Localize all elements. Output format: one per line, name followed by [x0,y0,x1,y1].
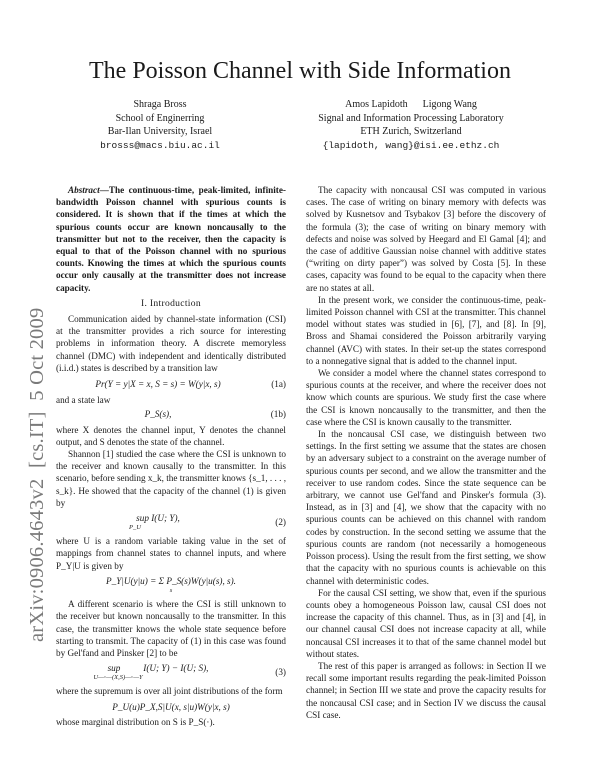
paragraph: Communication aided by channel-state information (CSI) at the transmitter provides a rich source for interesting problems in information theory. A discrete memoryless channel (DMC) with independent and identically distributed (i.i.d.) states is described by a transition law [56,314,286,373]
equation-pyu [56,575,286,595]
equation-subscript: P_U [129,524,141,532]
paragraph: A different scenario is where the CSI is still unknown to the receiver but known noncausally to the transmitter. In this case, the transmitter knows the whole state sequence before starting to transmit. The capacity of (1) in this case was found by Gel'fand and Pinsker [2] to be [56,599,286,658]
equation-body [56,512,260,532]
paragraph: where U is a random variable taking value in the set of mappings from channel states to channel inputs, and where P_Y|U is given by [56,536,286,571]
equation-number: (3) [275,667,286,678]
author-name: Shraga Bross [133,99,187,110]
equation-number: (2) [275,517,286,528]
author-block-1 [70,98,250,152]
equation-subscript: s [169,587,173,595]
equation-body [56,662,260,682]
equation-subscript: U—◦—(X,S)—◦—Y [93,674,143,682]
paragraph: In the noncausal CSI case, we distinguish between two settings. In the first setting we assume that the states are chosen by an adversary subject to a constraint on the average number of spurious counts per second, and we allow the transmitter and the receiver to use random codes. Since the state sequence can be arbitrary, we cannot use Gel'fand and Pinsker's formula (3). Instead, as in [3] and [4], we show that the capacity with no spurious counts can be achieved on this channel with random codes by construction. In the second setting we assume that the spurious counts are random (not necessarily a homogeneous Poisson process). Using the result from the first setting, we show that the capacity with no spurious counts is achievable on this channel with deterministic codes. [306,429,546,586]
author-email: brosss@macs.biu.ac.il [100,139,220,151]
paragraph: The rest of this paper is arranged as follows: in Section II we recall some important results regarding the peak-limited Poisson channel; in Section III we state and prove the capacity results for the noncausal CSI case; and in Section IV we discuss the causal CSI case. [306,660,546,720]
equation-3 [56,662,286,682]
equation-number: (1b) [270,409,286,420]
equation-body: P_U(u)P_X,S|U(x, s|u)W(y|x, s) [112,701,230,712]
equation-main: sup I(U; Y), [136,513,180,524]
equation-main: P_Y|U(y|u) = Σ P_S(s)W(y|u(s), s). [106,575,236,586]
author-affiliation: Signal and Information Processing Laboratory [318,112,504,124]
paragraph: For the causal CSI setting, we show that, even if the spurious counts obey a homogeneous Poisson law, causal CSI does not increase the capacity of this channel. Thus, as in [3] and [4], in our channel causal CSI does not increase capacity at all, while noncausal CSI increases it to that of the same channel model but without states. [306,587,546,659]
arxiv-stamp [0,212,48,642]
equation-1a [56,378,286,390]
equation-body: Pr(Y = y|X = x, S = s) = W(y|x, s) [95,379,221,390]
author-name: Amos Lapidoth Ligong Wang [345,99,477,110]
equation-body [56,575,286,595]
abstract-lead: Abstract [68,185,100,195]
equation-main: sup I(U; Y) − I(U; S), [107,663,209,674]
paragraph: Shannon [1] studied the case where the CSI is unknown to the receiver and known causally to the transmitter. In this scenario, before sending x_k, the transmitter knows {s_1, . . . , s_k}. He showed that the capacity of the channel (1) is given by [56,449,286,508]
paragraph: where X denotes the channel input, Y denotes the channel output, and S denotes the state of the channel. [56,424,286,447]
paragraph: We consider a model where the channel states correspond to spurious counts at the receiver, and where the receiver does not know which counts are spurious. We study first the case where the CSI is known noncausally to the transmitter, and then the case where the CSI is known causally to the transmitter. [306,368,546,427]
equation-joint [56,701,286,713]
paper-title: The Poisson Channel with Side Information [89,58,511,84]
equation-1b [56,408,286,420]
paragraph: whose marginal distribution on S is P_S(·). [56,716,215,727]
author-affiliation: ETH Zurich, Switzerland [360,126,462,137]
abstract [56,184,286,294]
arxiv-stamp-text: arXiv:0906.4643v2 [cs.IT] 5 Oct 2009 [26,307,48,642]
author-email: {lapidoth, wang}@isi.ee.ethz.ch [322,139,500,151]
equation-body: P_S(s), [144,409,172,420]
equation-2 [56,512,286,532]
author-affiliation: School of Enginerring [115,112,205,124]
left-column [56,184,286,728]
paragraph: and a state law [56,395,111,406]
abstract-text: —The continuous-time, peak-limited, infinite-bandwidth Poisson channel with spurious counts is considered. It is shown that if the times at which the spurious counts occur are known noncausally to the transmitter but not to the receiver, then the capacity is equal to that of the Poisson channel with no spurious counts. Knowing the times at which the spurious counts occur only causally at the transmitter does not increase capacity. [56,185,286,293]
paragraph: The capacity with noncausal CSI was computed in various cases. The case of writing on binary memory with defects was solved by Kusnetsov and Tsybakov [3] before the discovery of the formula (3); the case of writing on binary memory with defects and noise was solved by Heegard and El Gamal [4]; and the case of additive Gaussian noise channel with additive states (“writing on dirty paper”) was solved by Costa [5]. In these cases, capacity was found to be equal to the capacity when there are no states at all. [306,185,546,293]
author-block-2 [302,98,520,152]
paragraph: In the present work, we consider the continuous-time, peak-limited Poisson channel with CSI at the transmitter. This channel model without states was studied in [6], [7], and [8]. In [9], Bross and Shamai considered the Poisson arbitrarily varying channel (AVC) with states. In their set-up the states correspond to a nonnegative signal that is added to the channel input. [306,294,546,366]
paragraph: where the supremum is over all joint distributions of the form [56,686,283,697]
section-heading: I. Introduction [141,297,201,309]
right-column [306,184,546,721]
author-affiliation: Bar-Ilan University, Israel [107,126,213,137]
equation-number: (1a) [271,379,286,390]
